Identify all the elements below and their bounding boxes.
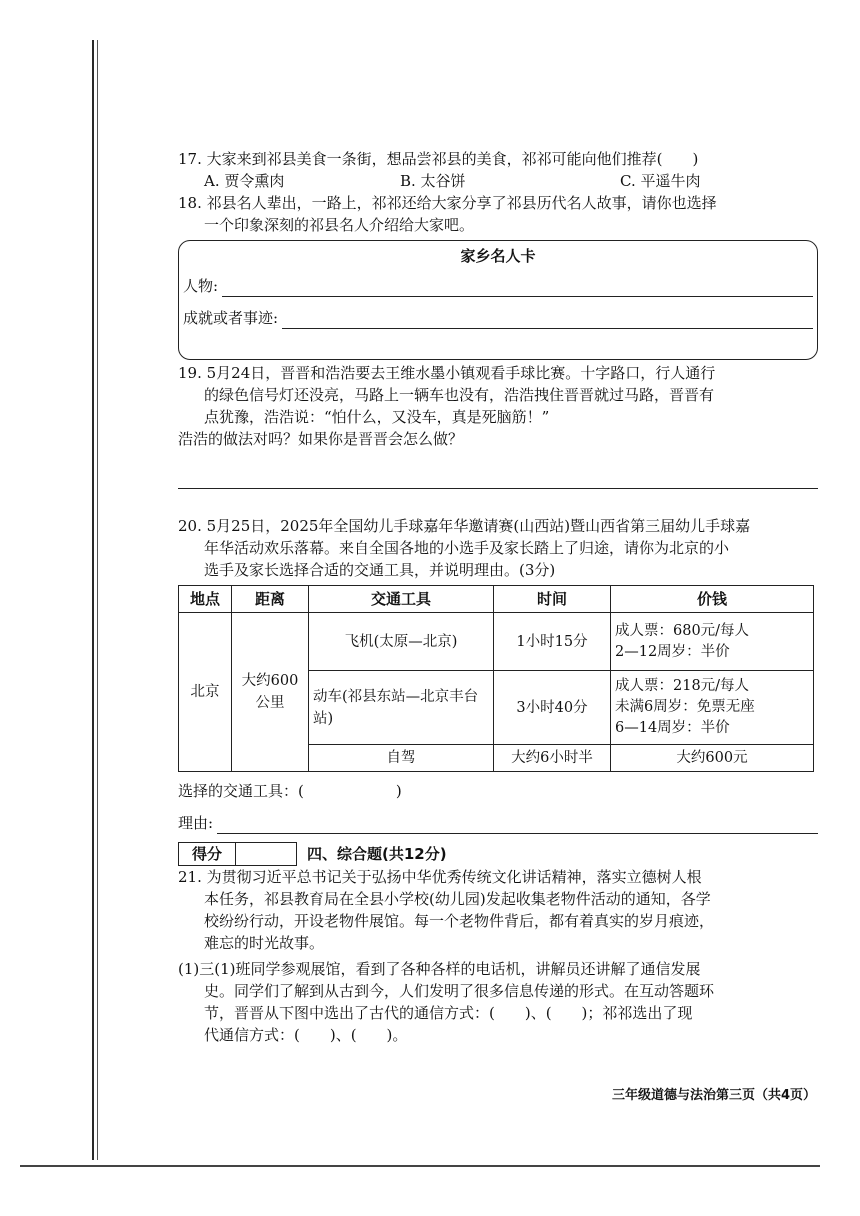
q19-line1: 19. 5月24日，晋晋和浩浩要去王维水墨小镇观看手球比赛。十字路口，行人通行 (178, 364, 716, 382)
transport-table (178, 585, 814, 772)
header-transport: 交通工具 (309, 586, 494, 613)
choice-row (178, 780, 818, 802)
binding-line-inner (97, 40, 98, 1160)
bottom-rule (20, 1165, 820, 1167)
choice-label: 选择的交通工具：( (178, 782, 304, 800)
q18-line1: 18. 祁县名人辈出，一路上，祁祁还给大家分享了祁县历代名人故事，请你也选择 (178, 194, 717, 212)
person-answer-line[interactable] (222, 278, 813, 297)
q21-sub1-line1: (1)三(1)班同学参观展馆，看到了各种各样的电话机，讲解员还讲解了通信发展 (178, 960, 701, 978)
q17-stem: 17. 大家来到祁县美食一条街，想品尝祁县的美食，祁祁可能向他们推荐( ) (178, 150, 699, 168)
q20-line2: 年华活动欢乐落幕。来自全国各地的小选手及家长踏上了归途，请你为北京的小 (204, 539, 730, 557)
price-cell (611, 671, 814, 745)
q21-line3: 校纷纷行动，开设老物件展馆。每一个老物件背后，都有着真实的岁月痕迹， (204, 912, 715, 930)
transport-cell: 动车(祁县东站—北京丰台站) (309, 671, 494, 745)
score-value-box[interactable] (236, 843, 296, 865)
q21-sub1-line2: 史。同学们了解到从古到今，人们发明了很多信息传递的形式。在互动答题环 (204, 982, 715, 1000)
q21-sub1-line3: 节，晋晋从下图中选出了古代的通信方式：( )、( )；祁祁选出了现 (204, 1004, 693, 1022)
time-cell: 1小时15分 (494, 613, 611, 671)
price-line: 6—14周岁：半价 (615, 720, 730, 736)
price-line: 未满6周岁：免票无座 (615, 699, 755, 715)
header-place: 地点 (179, 586, 232, 613)
page-footer: 三年级道德与法治第三页（共4页） (611, 1088, 816, 1103)
q19-spacer (178, 489, 818, 515)
q19-question: 浩浩的做法对吗？如果你是晋晋会怎么做？ (178, 430, 464, 448)
reason-row (178, 812, 818, 834)
deeds-answer-line[interactable] (282, 310, 813, 329)
table-row (179, 613, 814, 671)
person-label: 人物: (183, 277, 219, 295)
price-cell: 大约600元 (611, 745, 814, 772)
transport-cell: 飞机(太原—北京) (309, 613, 494, 671)
q20-line3: 选手及家长选择合适的交通工具，并说明理由。(3分) (204, 561, 556, 579)
q21-line4: 难忘的时光故事。 (204, 934, 325, 952)
q21-sub1-line4: 代通信方式：( )、( )。 (204, 1026, 408, 1044)
q17-option-c[interactable]: C. 平遥牛肉 (620, 172, 701, 190)
q17-option-a[interactable]: A. 贾令熏肉 (204, 172, 285, 190)
table-header-row (179, 586, 814, 613)
q18-line2: 一个印象深刻的祁县名人介绍给大家吧。 (204, 216, 475, 234)
score-box (178, 842, 297, 866)
transport-cell: 自驾 (309, 745, 494, 772)
deeds-label: 成就或者事迹: (183, 309, 279, 327)
q19-answer-line[interactable] (178, 460, 818, 489)
distance-cell: 大约600公里 (232, 613, 309, 772)
q21-line2: 本任务，祁县教育局在全县小学校(幼儿园)发起收集老物件活动的通知，各学 (204, 890, 711, 908)
q19-line3: 点犹豫，浩浩说：“怕什么，又没车，真是死脑筋！” (204, 408, 550, 426)
hometown-celebrity-card (178, 240, 818, 360)
card-title: 家乡名人卡 (460, 247, 536, 265)
place-cell: 北京 (179, 613, 232, 772)
price-line: 成人票：218元/每人 (615, 678, 750, 694)
person-row (183, 275, 813, 297)
q19-line2: 的绿色信号灯还没亮，马路上一辆车也没有，浩浩拽住晋晋就过马路，晋晋有 (204, 386, 715, 404)
deeds-row (183, 307, 813, 329)
time-cell: 大约6小时半 (494, 745, 611, 772)
q20-line1: 20. 5月25日，2025年全国幼儿手球嘉年华邀请赛(山西站)暨山西省第三届幼儿手球嘉 (178, 517, 751, 535)
reason-label: 理由: (178, 814, 214, 832)
section-header (178, 842, 818, 866)
binding-line (92, 40, 94, 1160)
price-line: 2—12周岁：半价 (615, 643, 730, 660)
choice-close: ) (395, 782, 402, 800)
q17-option-b[interactable]: B. 太谷饼 (400, 172, 466, 190)
price-cell (611, 613, 814, 671)
q21-line1: 21. 为贯彻习近平总书记关于弘扬中华优秀传统文化讲话精神，落实立德树人根 (178, 868, 702, 886)
reason-answer-line[interactable] (217, 815, 818, 834)
q17-options (178, 170, 818, 192)
exam-page (178, 148, 818, 1046)
header-price: 价钱 (611, 586, 814, 613)
section-title: 四、综合题(共12分) (307, 845, 447, 863)
price-line: 成人票：680元/每人 (615, 622, 750, 639)
header-time: 时间 (494, 586, 611, 613)
header-distance: 距离 (232, 586, 309, 613)
score-label: 得分 (179, 843, 236, 865)
time-cell: 3小时40分 (494, 671, 611, 745)
